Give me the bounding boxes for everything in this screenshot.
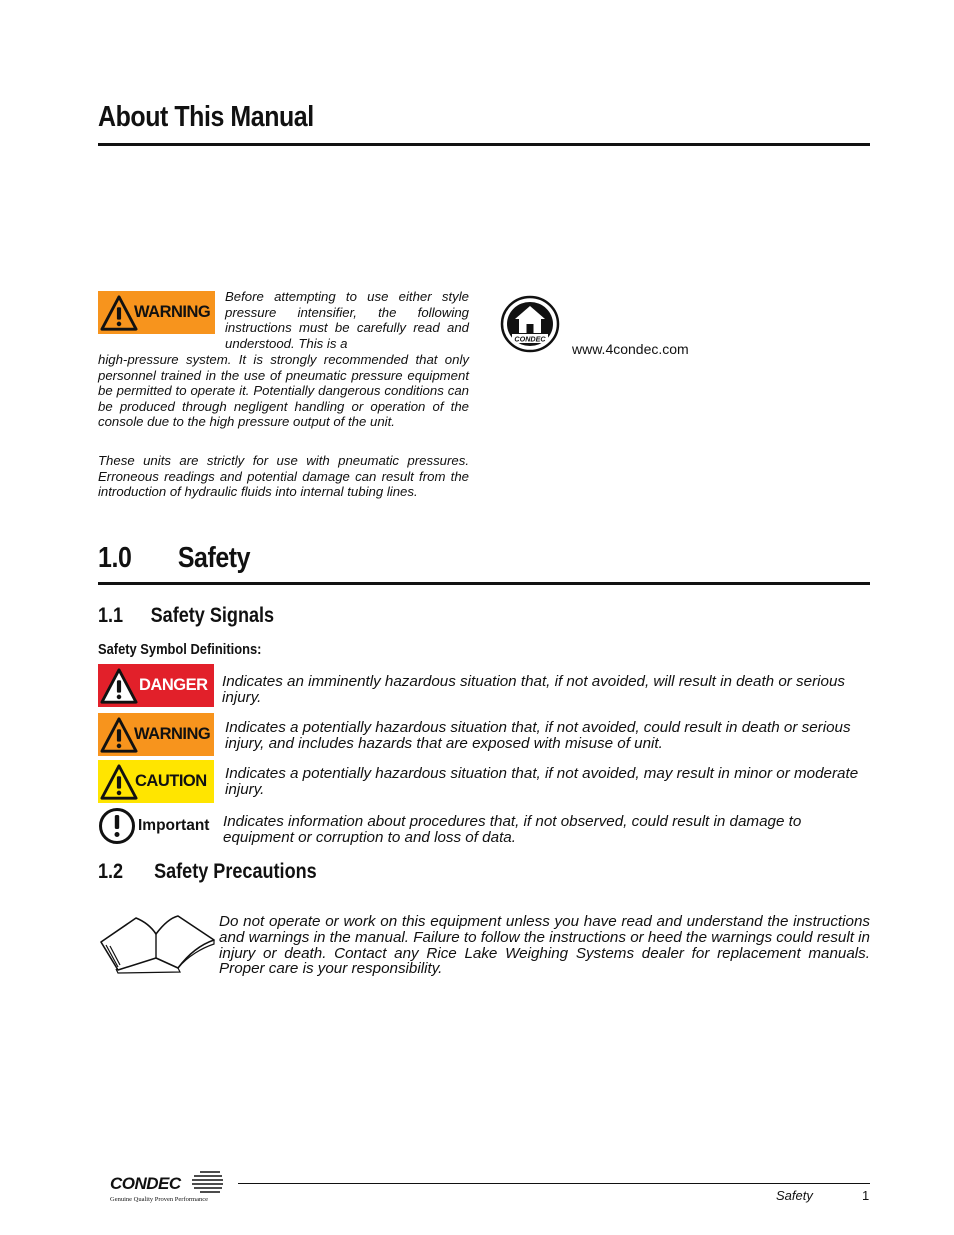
important-exclamation-icon	[98, 807, 136, 845]
footer-section-name: Safety	[776, 1188, 813, 1203]
caution-description: Indicates a potentially hazardous situation that, if not avoided, may result in minor or moderate injury.	[225, 765, 859, 798]
section-heading	[98, 542, 250, 575]
intro-paragraph-top: Before attempting to use either style pressure intensifier, the following instructions must be carefully read and understood. This is a	[225, 289, 469, 351]
warning-triangle-icon	[100, 715, 138, 755]
signals-heading	[98, 604, 274, 628]
precautions-number: 1.2	[98, 860, 124, 883]
precautions-title: Safety Precautions	[154, 860, 317, 883]
page-title: About This Manual	[98, 101, 314, 133]
important-description: Indicates information about procedures that, if not observed, could result in damage to equipment or corruption to and loss of data.	[223, 813, 802, 846]
footer-brand: CONDEC	[110, 1174, 181, 1193]
footer-tagline: Genuine Quality Proven Performance	[110, 1196, 209, 1203]
danger-description: Indicates an imminently hazardous situation that, if not avoided, will result in death or serious injury.	[222, 673, 846, 706]
important-label: Important	[138, 817, 210, 834]
danger-triangle-icon	[100, 666, 138, 706]
danger-label: DANGER	[139, 676, 208, 694]
section-number: 1.0	[98, 542, 132, 574]
warning-triangle-icon	[100, 293, 138, 333]
caution-sign	[98, 760, 214, 803]
warning-label: WARNING	[134, 725, 211, 743]
section-rule	[98, 582, 870, 585]
intro-paragraph-bottom: high-pressure system. It is strongly recommended that only personnel trained in the use of pneumatic pressure equipment be permitted to operate it. Potentially dangerous conditions can be produced through negligent handling or operation of the console due to the high pressure output of the unit.	[98, 352, 469, 430]
condec-home-icon	[500, 295, 560, 353]
footer-logo	[110, 1170, 225, 1204]
important-sign	[98, 806, 216, 846]
caution-label: CAUTION	[135, 772, 207, 790]
precautions-heading	[98, 860, 317, 884]
title-rule	[98, 143, 870, 146]
precautions-text: Do not operate or work on this equipment unless you have read and understand the instructions and warnings in the manual. Failure to follow the instructions or heed the warnings could result in injury or death. Contact any Rice Lake Weighing Systems dealer for replacement manuals. Proper care is your responsibility.	[219, 913, 870, 978]
warning-sign	[98, 713, 214, 756]
signals-title: Safety Signals	[150, 604, 275, 627]
signals-number: 1.1	[98, 604, 124, 627]
caution-triangle-icon	[100, 762, 138, 802]
footer-page-number: 1	[862, 1188, 870, 1203]
footer-brand-lines-icon	[190, 1170, 224, 1196]
footer-rule	[238, 1183, 870, 1184]
danger-sign	[98, 664, 214, 707]
open-book-icon	[98, 912, 216, 974]
warning-description: Indicates a potentially hazardous situation that, if not avoided, could result in death or serious injury, and includes hazards that are exposed with misuse of unit.	[225, 719, 851, 752]
logo-text: CONDEC	[514, 334, 546, 344]
intro-warning-label: WARNING	[134, 303, 211, 321]
definitions-heading: Safety Symbol Definitions:	[98, 641, 262, 658]
intro-paragraph-2: These units are strictly for use with pneumatic pressures. Erroneous readings and potential damage can result from the introduction of hydraulic fluids into internal tubing lines.	[98, 453, 469, 500]
section-title: Safety	[177, 542, 251, 574]
intro-warning-sign	[98, 291, 215, 334]
website-link[interactable]: www.4condec.com	[572, 341, 689, 357]
